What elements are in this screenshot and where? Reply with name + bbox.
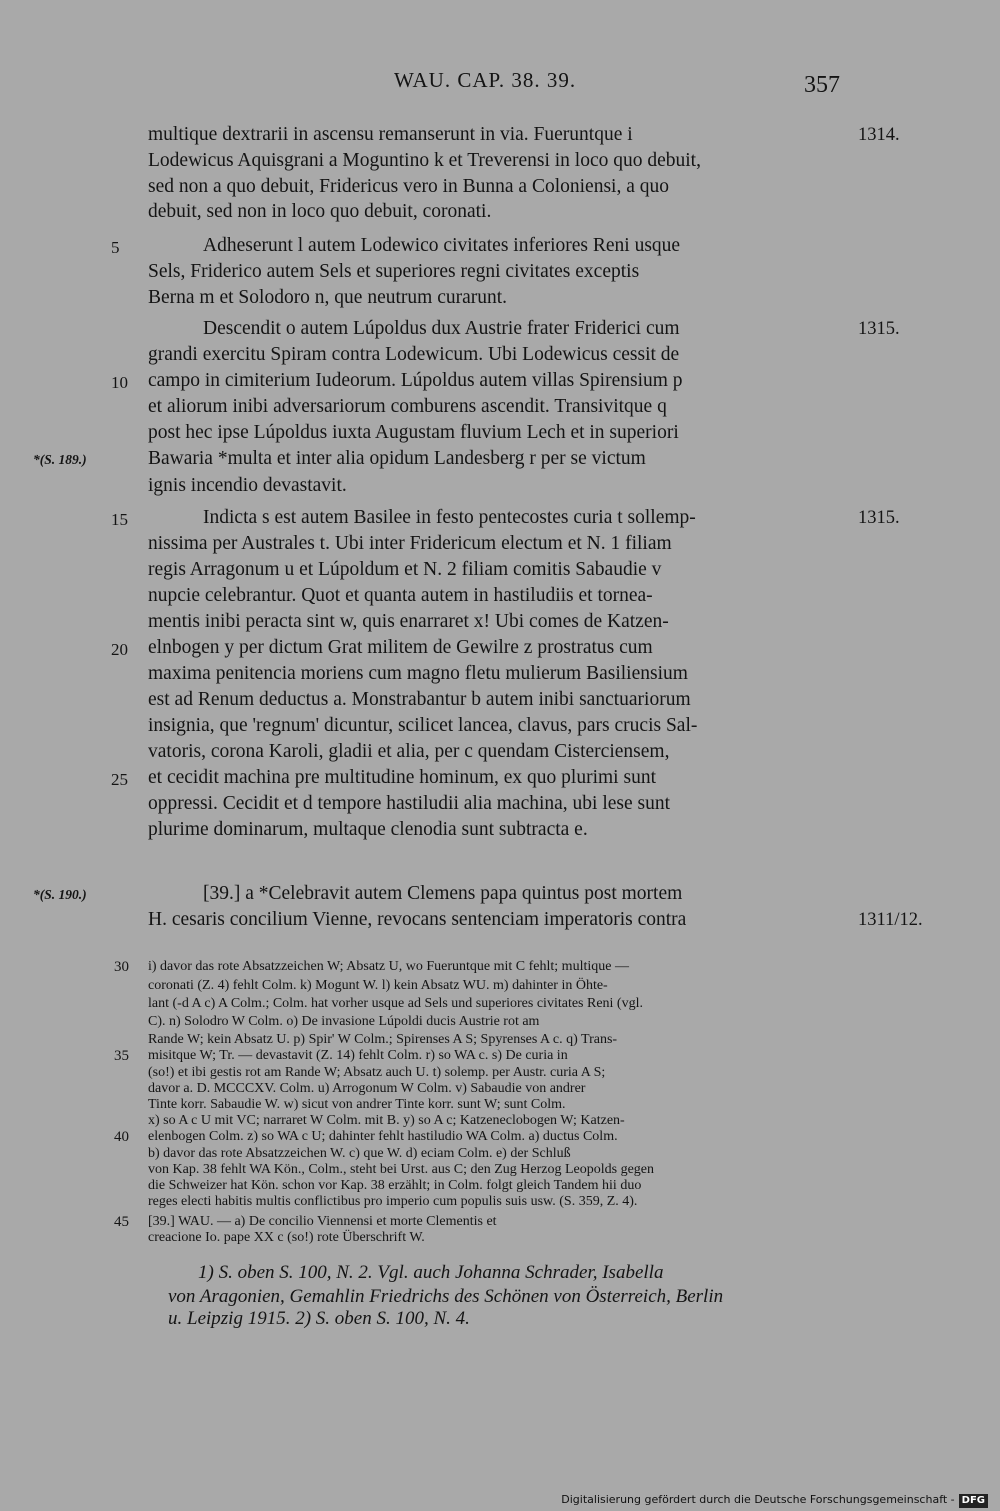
text-line: regis Arragonum u et Lúpoldum et N. 2 filiam comitis Sabaudie v xyxy=(148,559,662,580)
footnote-line: von Kap. 38 fehlt WA Kön., Colm., steht bei Urst. aus C; den Zug Herzog Leopolds gegen xyxy=(148,1162,654,1177)
text-line: H. cesaris concilium Vienne, revocans sentenciam imperatoris contra xyxy=(148,909,687,930)
margin-date: 1311/12. xyxy=(858,910,923,930)
line-number: 5 xyxy=(111,238,120,257)
footnote-line: b) davor das rote Absatzzeichen W. c) que W. d) eciam Colm. e) der Schluß xyxy=(148,1146,571,1161)
note-line: u. Leipzig 1915. 2) S. oben S. 100, N. 4. xyxy=(168,1308,470,1329)
footnote-line: reges electi habitis multis conflictibus pro imperio cum populis suis usw. (S. 359, Z. 4). xyxy=(148,1194,638,1209)
text-line: Sels, Friderico autem Sels et superiores regni civitates exceptis xyxy=(148,261,640,282)
footnote-line: die Schweizer hat Kön. schon vor Kap. 38 erzählt; in Colm. folgt gleich Tandem hii duo xyxy=(148,1178,642,1193)
text-line: est ad Renum deductus a. Monstrabantur b autem inibi sanctuariorum xyxy=(148,689,691,710)
footnote-line: elenbogen Colm. z) so WA c U; dahinter fehlt hastiludio WA Colm. a) ductus Colm. xyxy=(148,1129,618,1144)
margin-date: 1315. xyxy=(858,319,900,339)
footnote-line: creacione Io. pape XX c (so!) rote Überschrift W. xyxy=(148,1230,425,1245)
text-line: sed non a quo debuit, Fridericus vero in Bunna a Coloniensi, a quo xyxy=(148,176,669,197)
text-line: debuit, sed non in loco quo debuit, coronati. xyxy=(148,201,492,222)
line-number: 10 xyxy=(111,373,128,392)
text-line: mentis inibi peracta sint w, quis enarraret x! Ubi comes de Katzen- xyxy=(148,611,669,632)
text-line: nupcie celebrantur. Quot et quanta autem in hastiludiis et tornea- xyxy=(148,585,653,606)
text-line: nissima per Australes t. Ubi inter Fridericum electum et N. 1 filiam xyxy=(148,533,672,554)
margin-date: 1314. xyxy=(858,125,900,145)
footnote-line-number: 45 xyxy=(114,1214,129,1230)
text-line: Lodewicus Aquisgrani a Moguntino k et Treverensi in loco quo debuit, xyxy=(148,150,701,171)
footnote-line-number: 35 xyxy=(114,1048,129,1064)
text-line: insignia, que 'regnum' dicuntur, scilicet lancea, clavus, pars crucis Sal- xyxy=(148,715,698,736)
note-line: von Aragonien, Gemahlin Friedrichs des Schönen von Österreich, Berlin xyxy=(168,1286,724,1307)
footnote-line: Rande W; kein Absatz U. p) Spir' W Colm.; Spirenses A S; Spyrenses A c. q) Trans- xyxy=(148,1032,618,1047)
footnote-line: (so!) et ibi gestis rot am Rande W; Absatz auch U. t) solemp. per Austr. curia A S; xyxy=(148,1065,606,1080)
note-line: 1) S. oben S. 100, N. 2. Vgl. auch Johanna Schrader, Isabella xyxy=(198,1262,664,1283)
text-line: et aliorum inibi adversariorum comburens ascendit. Transivitque q xyxy=(148,396,667,417)
margin-page-reference: *(S. 189.) xyxy=(33,452,87,467)
text-line: maxima penitencia moriens cum magno fletu mulierum Basiliensium xyxy=(148,663,688,684)
line-number: 20 xyxy=(111,640,128,659)
text-line: post hec ipse Lúpoldus iuxta Augustam fluvium Lech et in superiori xyxy=(148,422,679,443)
footnote-line: misitque W; Tr. — devastavit (Z. 14) fehlt Colm. r) so WA c. s) De curia in xyxy=(148,1048,568,1063)
text-line: oppressi. Cecidit et d tempore hastiludii alia machina, ubi lese sunt xyxy=(148,793,671,814)
text-line: Indicta s est autem Basilee in festo pentecostes curia t sollemp- xyxy=(203,507,696,528)
footer-text: Digitalisierung gefördert durch die Deutsche Forschungsgemeinschaft - xyxy=(561,1493,955,1506)
footnote-line: coronati (Z. 4) fehlt Colm. k) Mogunt W. l) kein Absatz WU. m) dahinter in Öhte- xyxy=(148,978,608,993)
text-line: Adheserunt l autem Lodewico civitates inferiores Reni usque xyxy=(203,235,681,256)
footnote-line: x) so A c U mit VC; narraret W Colm. mit B. y) so A c; Katzeneclobogen W; Katzen- xyxy=(148,1113,625,1128)
text-line: grandi exercitu Spiram contra Lodewicum. Ubi Lodewicus cessit de xyxy=(148,344,680,365)
dfg-logo: DFG xyxy=(959,1494,988,1508)
text-line: campo in cimiterium Iudeorum. Lúpoldus autem villas Spirensium p xyxy=(148,370,683,391)
margin-page-reference: *(S. 190.) xyxy=(33,887,87,902)
text-line: ignis incendio devastavit. xyxy=(148,475,347,496)
footnote-line-number: 40 xyxy=(114,1129,129,1145)
text-line: [39.] a *Celebravit autem Clemens papa quintus post mortem xyxy=(203,883,683,904)
digitization-footer xyxy=(0,1489,1000,1511)
text-line: Descendit o autem Lúpoldus dux Austrie frater Friderici cum xyxy=(203,318,680,339)
line-number: 25 xyxy=(111,770,128,789)
footnote-line: Tinte korr. Sabaudie W. w) sicut von andrer Tinte korr. sunt W; sunt Colm. xyxy=(148,1097,566,1112)
text-line: vatoris, corona Karoli, gladii et alia, per c quendam Cisterciensem, xyxy=(148,741,670,762)
line-number: 15 xyxy=(111,510,128,529)
text-line: et cecidit machina pre multitudine hominum, ex quo plurimi sunt xyxy=(148,767,656,788)
text-line: Berna m et Solodoro n, que neutrum curarunt. xyxy=(148,287,508,308)
footnote-line: davor a. D. MCCCXV. Colm. u) Arrogonum W Colm. v) Sabaudie von andrer xyxy=(148,1081,586,1096)
footnote-line-number: 30 xyxy=(114,959,129,975)
text-line: plurime dominarum, multaque clenodia sunt subtracta e. xyxy=(148,819,588,840)
footnote-line: C). n) Solodro W Colm. o) De invasione Lúpoldi ducis Austrie rot am xyxy=(148,1014,540,1029)
page-number: 357 xyxy=(804,72,840,98)
footnote-line: lant (-d A c) A Colm.; Colm. hat vorher usque ad Sels und superiores civitates Reni (vgl. xyxy=(148,996,643,1011)
running-head: WAU. CAP. 38. 39. xyxy=(394,68,577,92)
footnote-line: i) davor das rote Absatzzeichen W; Absatz U, wo Fueruntque mit C fehlt; multique — xyxy=(148,959,629,974)
margin-date: 1315. xyxy=(858,508,900,528)
text-line: elnbogen y per dictum Grat militem de Gewilre z prostratus cum xyxy=(148,637,653,658)
text-line: multique dextrarii in ascensu remanserunt in via. Fueruntque i xyxy=(148,124,633,145)
text-line: Bawaria *multa et inter alia opidum Landesberg r per se victum xyxy=(148,448,646,469)
footnote-line: [39.] WAU. — a) De concilio Viennensi et morte Clementis et xyxy=(148,1214,497,1229)
